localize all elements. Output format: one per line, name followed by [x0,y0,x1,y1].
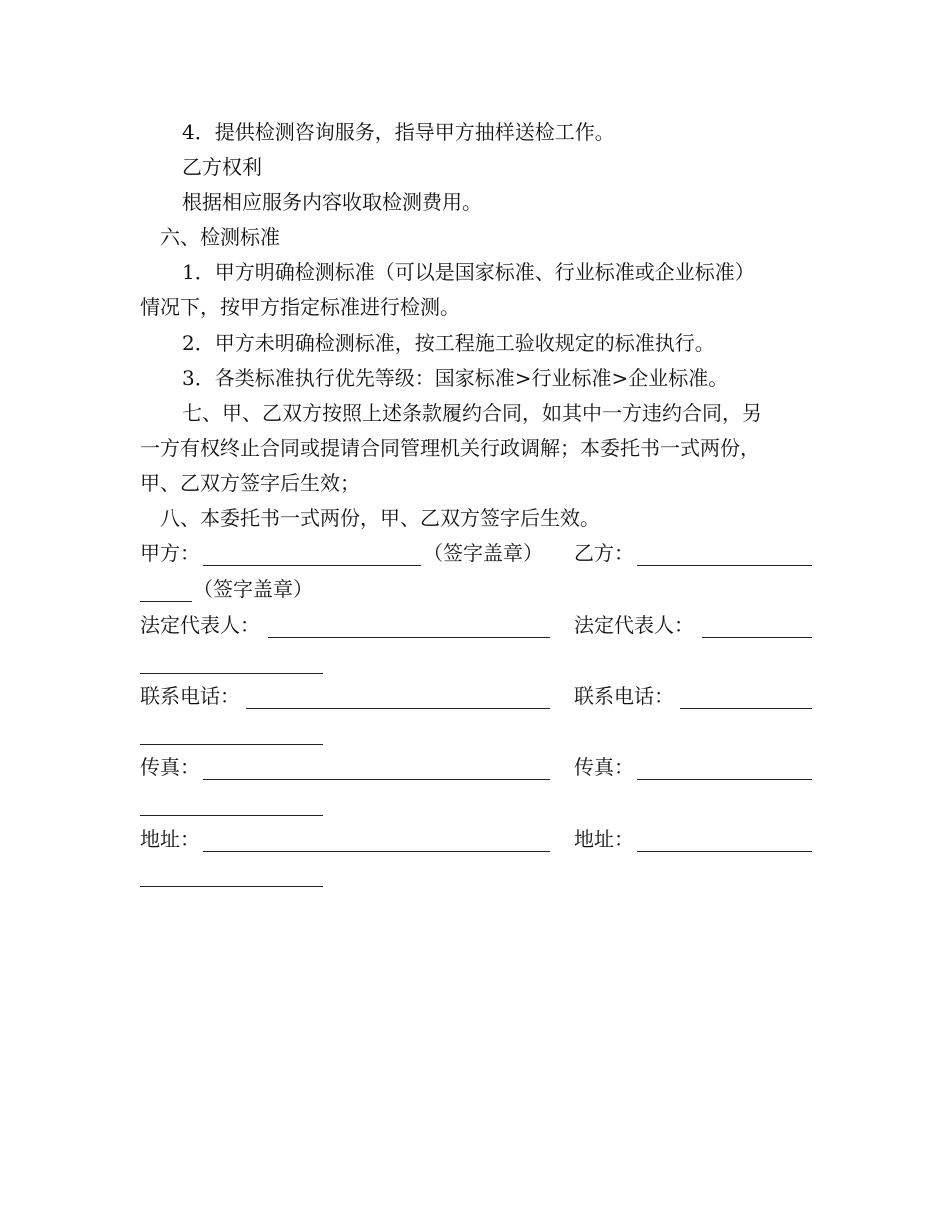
section-6-heading: 六、检测标准 [160,225,280,249]
address-b-line[interactable] [637,851,812,852]
phone-b-label: 联系电话： [574,684,674,708]
fax-a-line[interactable] [203,779,550,780]
fax-b-line[interactable] [637,779,812,780]
phone-b-line[interactable] [680,708,812,709]
section-6-item-1-line-2: 情况下，按甲方指定标准进行检测。 [140,295,460,319]
party-b-rights-text: 根据相应服务内容收取检测费用。 [182,190,482,214]
legal-rep-a-label: 法定代表人： [140,613,260,637]
phone-a-label: 联系电话： [140,684,240,708]
section-6-item-2: 2．甲方未明确检测标准，按工程施工验收规定的标准执行。 [182,331,715,355]
fax-b-line-continued[interactable] [140,815,323,816]
legal-rep-b-line[interactable] [702,637,812,638]
address-a-label: 地址： [140,827,200,851]
section-6-item-3: 3．各类标准执行优先等级：国家标准>行业标准>企业标准。 [182,366,729,390]
section-6-item-1-line-1: 1．甲方明确检测标准（可以是国家标准、行业标准或企业标准） [182,260,755,284]
address-a-line[interactable] [203,851,550,852]
section-7-line-2: 一方有权终止合同或提请合同管理机关行政调解；本委托书一式两份， [140,436,760,460]
party-b-seal-note: （签字盖章） [193,577,313,601]
legal-rep-b-label: 法定代表人： [574,613,694,637]
legal-rep-b-line-continued[interactable] [140,673,323,674]
address-b-label: 地址： [574,827,634,851]
party-b-rights-heading: 乙方权利 [182,155,262,179]
section-7-line-3: 甲、乙双方签字后生效； [140,471,360,495]
phone-a-line[interactable] [246,708,550,709]
party-b-signature-line-continued[interactable] [140,601,192,602]
section-7-line-1: 七、甲、乙双方按照上述条款履约合同，如其中一方违约合同，另 [182,401,762,425]
legal-rep-a-line[interactable] [268,637,550,638]
party-b-label: 乙方： [574,541,634,565]
party-b-signature-line[interactable] [637,565,812,566]
fax-a-label: 传真： [140,755,200,779]
phone-b-line-continued[interactable] [140,744,323,745]
section-8: 八、本委托书一式两份，甲、乙双方签字后生效。 [160,506,600,530]
address-b-line-continued[interactable] [140,886,323,887]
party-a-label: 甲方： [140,541,200,565]
party-a-seal-note: （签字盖章） [423,541,543,565]
party-a-signature-line[interactable] [203,565,421,566]
item-4: 4．提供检测咨询服务，指导甲方抽样送检工作。 [182,120,615,144]
fax-b-label: 传真： [574,755,634,779]
